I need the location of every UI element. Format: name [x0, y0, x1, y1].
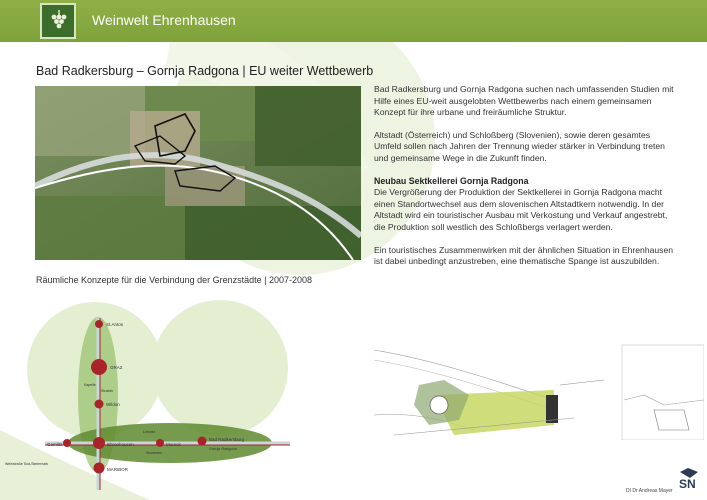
- header-bar: [0, 0, 707, 42]
- label-graz: GRAZ: [110, 365, 123, 370]
- label-ehrenhausen: Ehrenhausen: [107, 442, 134, 447]
- aerial-caption: Räumliche Konzepte für die Verbindung der Grenzstädte | 2007-2008: [36, 275, 313, 285]
- node-bad-radkersburg: [198, 437, 207, 446]
- node-wildon: [95, 400, 104, 409]
- label-slowenien: Slowenien: [146, 451, 163, 455]
- node-st-anton: [95, 320, 103, 328]
- label-kapelle: Kapelle: [84, 383, 96, 387]
- label-straden: Straden: [101, 389, 114, 393]
- paragraph-tourism: Ein touristisches Zusammenwirken mit der ähnlichen Situation in Ehrenhausen ist dabei unbedingt anzustreben, eine thematische Spange ist auszubilden.: [374, 244, 674, 267]
- paragraph-intro: Bad Radkersburg und Gornja Radgona suchen nach umfassenden Studien mit Hilfe eines EU-weit ausgelobten Wettbewerbs nach einem gemeinsamen Konzept für ihre urbane und freiräumliche Struktur.: [374, 84, 674, 118]
- label-mureck: Mureck: [166, 442, 181, 447]
- credit-text: DI Dr Andreas Mayer: [626, 488, 673, 494]
- aerial-photo: [35, 86, 361, 260]
- label-bad-radkersburg: Bad Radkersburg: [209, 437, 245, 442]
- node-maribor: [94, 463, 105, 474]
- label-leibnitz: Leibnitz: [143, 430, 156, 434]
- grape-cluster-icon: [40, 3, 76, 39]
- site-plan: [374, 340, 704, 440]
- node-gamlitz: [63, 439, 71, 447]
- label-gamlitz: Gamlitz: [47, 442, 63, 447]
- node-mureck: [156, 439, 164, 447]
- page-title: Bad Radkersburg – Gornja Radgona | EU weiter Wettbewerb: [36, 64, 374, 78]
- office-logo-letters: SN: [679, 477, 696, 491]
- network-schema: [0, 300, 330, 500]
- node-ehrenhausen: [93, 437, 105, 449]
- description-column: [374, 84, 679, 279]
- label-wildon: Wildon: [106, 402, 120, 407]
- label-maribor: MARIBOR: [107, 467, 129, 472]
- label-st-anton: St.Anton: [106, 322, 124, 327]
- node-graz: [91, 359, 107, 375]
- label-weinstrasse: Weinstraße Sud-Steiermark: [5, 462, 49, 466]
- header-title: Weinwelt Ehrenhausen: [92, 12, 236, 28]
- label-gornja-radgona: Gornja Radgona: [209, 447, 237, 451]
- plan-building: [546, 395, 558, 423]
- paragraph-sektkellerei: Die Vergrößerung der Produktion der Sektkellerei in Gornja Radgona macht einen Standortwechsel aus dem slovenischen Altstadtkern notwendig. In der Altstadt wird ein touristischer Ausbau mit Verkostung und Verkauf angestrebt, die Produktion soll westlich des Schloßbergs verlagert werden.: [374, 187, 668, 232]
- section-heading: Neubau Sektkellerei Gornja Radgona: [374, 175, 529, 186]
- paragraph-connection: Altstadt (Österreich) und Schloßberg (Slovenien), sowie deren gesamtes Umfeld sollen nach Jahren der Trennung wieder stärker in Verbindung treten und gemeinsame Wege in die Zukunft finden.: [374, 129, 665, 163]
- office-logo-icon: [676, 466, 702, 492]
